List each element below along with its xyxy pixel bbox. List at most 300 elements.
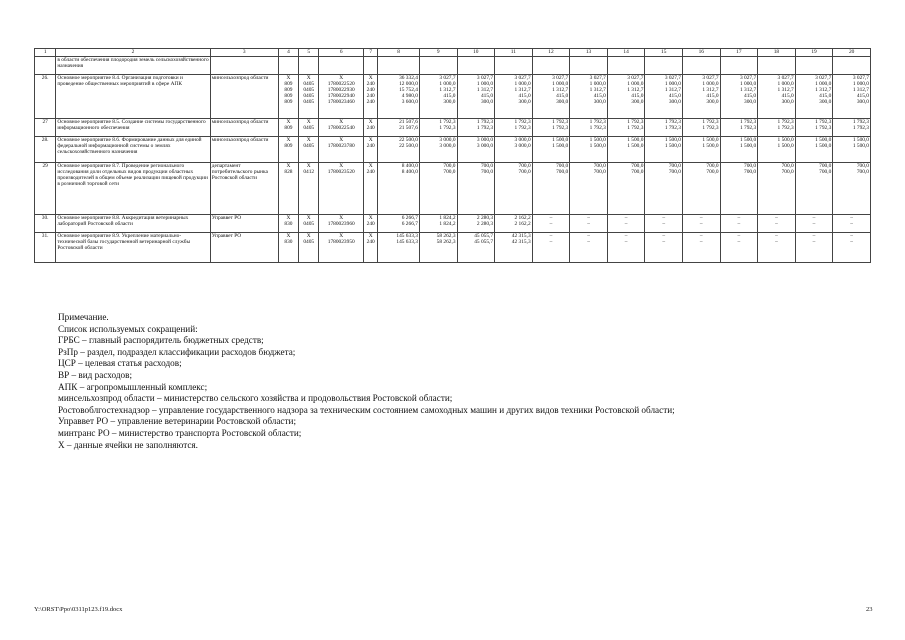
column-number: 17 bbox=[720, 49, 758, 57]
amount-cell bbox=[419, 163, 457, 215]
cell-value: 415,0 bbox=[819, 93, 832, 99]
responsible-executor: минсельхозпрод области bbox=[210, 119, 278, 137]
column-number: 7 bbox=[364, 49, 378, 57]
amount-cell bbox=[378, 119, 420, 137]
cell-value: 1 792,3 bbox=[852, 119, 869, 125]
cell-value: 700,0 bbox=[593, 163, 606, 169]
amount-cell bbox=[795, 163, 833, 215]
cell-value: 0405 bbox=[303, 99, 315, 105]
cell-value: 3 000,0 bbox=[439, 137, 456, 143]
cell-value: 700,0 bbox=[480, 163, 494, 169]
amount-cell bbox=[457, 215, 495, 233]
budget-code-cell bbox=[278, 75, 298, 119]
responsible-executor: минсельхозпрод области bbox=[210, 137, 278, 163]
cell-value: 0405 bbox=[303, 239, 315, 245]
cell-value: 240 bbox=[366, 93, 375, 99]
cell-value: 1 500,0 bbox=[815, 137, 832, 143]
cell-value: 1 500,0 bbox=[702, 137, 719, 143]
cell-value: 700,0 bbox=[668, 169, 681, 175]
cell-value: – bbox=[699, 239, 703, 245]
cell-value: – bbox=[850, 215, 853, 221]
cell-value: 1 792,3 bbox=[589, 125, 606, 131]
cell-value: 3 027,7 bbox=[815, 75, 832, 81]
note-line: Ростовоблгостехнадзор – управление государственного надзора за техническим состоянием самоходных машин и других видов техники Ростовской области; bbox=[58, 404, 675, 415]
activity-name: Основное мероприятие 8.7. Проведение регионального исследования доли отдельных видов продукции областных производителей в общем объеме реализации пищевой продукции в розничной торговой сети bbox=[56, 163, 210, 215]
cell-value: – bbox=[850, 239, 853, 245]
cell-value: – bbox=[624, 215, 628, 221]
cell-value: X bbox=[368, 137, 373, 143]
amount-cell bbox=[682, 163, 720, 215]
abbreviations-notes bbox=[58, 312, 675, 451]
budget-code-cell bbox=[319, 75, 364, 119]
cell-value: 1 000,0 bbox=[815, 81, 832, 87]
cell-value: 145 633,3 bbox=[396, 239, 418, 245]
amount-cell bbox=[457, 119, 495, 137]
cell-value: 45 055,7 bbox=[474, 239, 494, 245]
amount-cell bbox=[720, 75, 758, 119]
amount-cell bbox=[833, 215, 871, 233]
cell-value: 1 312,7 bbox=[739, 87, 757, 93]
cell-value: 300,0 bbox=[480, 99, 494, 105]
cell-value: 1 792,3 bbox=[552, 125, 569, 131]
column-number: 15 bbox=[645, 49, 683, 57]
cell-value: 809 bbox=[284, 99, 293, 105]
cell-value: 1 792,3 bbox=[589, 119, 606, 125]
amount-cell bbox=[378, 137, 420, 163]
amount-cell bbox=[495, 233, 533, 263]
amount-cell bbox=[758, 75, 796, 119]
amount-cell bbox=[645, 119, 683, 137]
cell-value: 0412 bbox=[303, 169, 315, 175]
amount-cell bbox=[532, 57, 570, 75]
cell-value: 1 792,3 bbox=[739, 119, 757, 125]
cell-value: 415,0 bbox=[744, 93, 757, 99]
cell-value: 1 000,0 bbox=[777, 81, 794, 87]
cell-value: 240 bbox=[366, 125, 375, 131]
cell-value: 700,0 bbox=[819, 163, 832, 169]
cell-value: 700,0 bbox=[443, 169, 456, 175]
amount-cell bbox=[795, 215, 833, 233]
cell-value: 700,0 bbox=[518, 163, 531, 169]
budget-code-cell bbox=[364, 233, 378, 263]
cell-value: 1 000,0 bbox=[589, 81, 606, 87]
budget-code-cell bbox=[278, 57, 298, 75]
cell-value: – bbox=[737, 233, 741, 239]
cell-value: 300,0 bbox=[556, 99, 569, 105]
cell-value: 1 312,7 bbox=[852, 87, 869, 93]
amount-cell bbox=[570, 119, 608, 137]
cell-value: – bbox=[699, 233, 703, 239]
amount-cell bbox=[645, 57, 683, 75]
amount-cell bbox=[419, 57, 457, 75]
cell-value: 1 000,0 bbox=[739, 81, 757, 87]
cell-value: 1 500,0 bbox=[852, 137, 869, 143]
cell-value: 1780023520 bbox=[327, 169, 355, 175]
cell-value: 1780022540 bbox=[327, 125, 355, 131]
cell-value: 0405 bbox=[303, 81, 315, 87]
cell-value: 1 500,0 bbox=[702, 143, 719, 149]
responsible-executor: департамент потребительского рынка Ростовской области bbox=[210, 163, 278, 215]
amount-cell bbox=[645, 215, 683, 233]
cell-value: 809 bbox=[284, 143, 293, 149]
responsible-executor: Управвет РО bbox=[210, 233, 278, 263]
cell-value: 1780022520 bbox=[327, 81, 355, 87]
activity-name: Основное мероприятие 8.5. Создание системы государственного информационного обеспечения bbox=[56, 119, 210, 137]
amount-cell bbox=[570, 233, 608, 263]
cell-value: 300,0 bbox=[631, 99, 644, 105]
cell-value: 700,0 bbox=[781, 169, 794, 175]
budget-code-cell bbox=[319, 215, 364, 233]
row-number: 26. bbox=[35, 75, 56, 119]
amount-cell bbox=[682, 119, 720, 137]
cell-value: 700,0 bbox=[856, 169, 869, 175]
cell-value: 0405 bbox=[303, 93, 315, 99]
cell-value: 1 792,3 bbox=[815, 119, 832, 125]
cell-value: 45 055,7 bbox=[474, 233, 494, 239]
note-line: АПК – агропромышленный комплекс; bbox=[58, 381, 208, 392]
cell-value: 300,0 bbox=[706, 99, 719, 105]
table-row bbox=[35, 137, 871, 163]
cell-value: 1 312,7 bbox=[552, 87, 569, 93]
cell-value: 1 792,3 bbox=[702, 125, 719, 131]
cell-value: 1 792,3 bbox=[514, 125, 531, 131]
cell-value: 1 000,0 bbox=[439, 81, 456, 87]
responsible-executor: Управвет РО bbox=[210, 215, 278, 233]
cell-value: 3 027,7 bbox=[439, 75, 456, 81]
cell-value: 1780023460 bbox=[327, 99, 355, 105]
amount-cell bbox=[720, 163, 758, 215]
amount-cell bbox=[607, 215, 645, 233]
cell-value: 1780022940 bbox=[327, 93, 355, 99]
cell-value: 415,0 bbox=[856, 93, 869, 99]
row-number: 30. bbox=[35, 215, 56, 233]
budget-code-cell bbox=[364, 163, 378, 215]
column-number: 18 bbox=[758, 49, 796, 57]
cell-value: 21 507,6 bbox=[399, 119, 418, 125]
amount-cell bbox=[457, 233, 495, 263]
column-number: 12 bbox=[532, 49, 570, 57]
cell-value: 1 500,0 bbox=[627, 137, 644, 143]
cell-value: 700,0 bbox=[631, 169, 644, 175]
cell-value: 1 312,7 bbox=[514, 87, 531, 93]
cell-value: – bbox=[587, 221, 590, 227]
footer-file-path: Y:\ORST\Ppo\0311p123.f19.docx bbox=[34, 606, 123, 613]
amount-cell bbox=[758, 57, 796, 75]
cell-value: – bbox=[662, 233, 666, 239]
cell-value: 700,0 bbox=[706, 163, 719, 169]
cell-value: X bbox=[306, 215, 311, 221]
cell-value: 1 500,0 bbox=[589, 137, 606, 143]
column-number: 16 bbox=[682, 49, 720, 57]
cell-value: – bbox=[624, 239, 628, 245]
cell-value: 1 000,0 bbox=[627, 81, 644, 87]
cell-value: X bbox=[306, 119, 311, 125]
amount-cell bbox=[720, 57, 758, 75]
cell-value: 3 000,0 bbox=[476, 143, 494, 149]
cell-value: 415,0 bbox=[706, 93, 719, 99]
budget-code-cell bbox=[364, 75, 378, 119]
cell-value: 700,0 bbox=[593, 169, 606, 175]
cell-value: 0405 bbox=[303, 87, 315, 93]
cell-value: – bbox=[812, 215, 816, 221]
cell-value: 1 500,0 bbox=[739, 143, 757, 149]
cell-value: 300,0 bbox=[856, 99, 869, 105]
cell-value: 1 824,2 bbox=[439, 221, 456, 227]
column-number: 4 bbox=[278, 49, 298, 57]
program-expenses-table bbox=[34, 48, 871, 263]
cell-value: – bbox=[549, 221, 553, 227]
cell-value: 58 262,3 bbox=[436, 239, 456, 245]
cell-value: 3 000,0 bbox=[439, 143, 456, 149]
cell-value: 3 000,0 bbox=[476, 137, 494, 143]
cell-value: 3 027,7 bbox=[702, 75, 719, 81]
cell-value: – bbox=[624, 233, 628, 239]
activity-name: Основное мероприятие 8.4. Организация подготовки и проведение общественных мероприятий в сфере АПК bbox=[56, 75, 210, 119]
amount-cell bbox=[419, 119, 457, 137]
column-number: 10 bbox=[457, 49, 495, 57]
activity-name: Основное мероприятие 8.9. Укрепление материально-технической базы государственной ветеринарной службы Ростовской области bbox=[56, 233, 210, 263]
cell-value: 15 752,4 bbox=[399, 87, 418, 93]
cell-value: 1 312,7 bbox=[439, 87, 456, 93]
cell-value: 240 bbox=[366, 239, 375, 245]
cell-value: 1780023950 bbox=[327, 239, 355, 245]
amount-cell bbox=[570, 57, 608, 75]
budget-code-cell bbox=[319, 137, 364, 163]
budget-code-cell bbox=[364, 137, 378, 163]
cell-value: 1 792,3 bbox=[664, 119, 681, 125]
amount-cell bbox=[495, 215, 533, 233]
cell-value: 700,0 bbox=[744, 169, 757, 175]
cell-value: 3 000,0 bbox=[514, 137, 531, 143]
cell-value: 3 027,7 bbox=[777, 75, 794, 81]
amount-cell bbox=[720, 215, 758, 233]
budget-code-cell bbox=[319, 233, 364, 263]
amount-cell bbox=[795, 75, 833, 119]
cell-value: 2 162,2 bbox=[514, 221, 531, 227]
cell-value: 1 792,3 bbox=[777, 119, 794, 125]
cell-value: 1 000,0 bbox=[702, 81, 719, 87]
column-number: 9 bbox=[419, 49, 457, 57]
cell-value: 240 bbox=[366, 99, 375, 105]
cell-value: 1 792,3 bbox=[476, 125, 494, 131]
amount-cell bbox=[457, 75, 495, 119]
cell-value: 700,0 bbox=[443, 163, 456, 169]
cell-value: 1780022930 bbox=[327, 87, 355, 93]
amount-cell bbox=[833, 137, 871, 163]
cell-value: 240 bbox=[366, 221, 375, 227]
budget-code-cell bbox=[299, 119, 319, 137]
cell-value: 1 312,7 bbox=[815, 87, 832, 93]
cell-value: 1 792,3 bbox=[439, 119, 456, 125]
cell-value: 700,0 bbox=[631, 163, 644, 169]
amount-cell bbox=[570, 215, 608, 233]
amount-cell bbox=[570, 75, 608, 119]
cell-value: 1 792,3 bbox=[627, 125, 644, 131]
table-row bbox=[35, 215, 871, 233]
row-number: 27 bbox=[35, 119, 56, 137]
cell-value: 3 027,7 bbox=[476, 75, 494, 81]
amount-cell bbox=[419, 215, 457, 233]
cell-value: – bbox=[812, 221, 816, 227]
budget-code-cell bbox=[278, 137, 298, 163]
cell-value: – bbox=[775, 221, 778, 227]
cell-value: – bbox=[850, 221, 853, 227]
cell-value: 1 000,0 bbox=[476, 81, 494, 87]
budget-code-cell bbox=[299, 163, 319, 215]
amount-cell bbox=[758, 233, 796, 263]
amount-cell bbox=[532, 119, 570, 137]
table-row bbox=[35, 119, 871, 137]
amount-cell bbox=[532, 75, 570, 119]
table-row bbox=[35, 233, 871, 263]
budget-code-cell bbox=[319, 119, 364, 137]
cell-value: – bbox=[624, 221, 628, 227]
row-number bbox=[35, 57, 56, 75]
amount-cell bbox=[645, 75, 683, 119]
amount-cell bbox=[378, 233, 420, 263]
amount-cell bbox=[682, 233, 720, 263]
amount-cell bbox=[495, 163, 533, 215]
cell-value: 3 027,7 bbox=[739, 75, 757, 81]
amount-cell bbox=[682, 137, 720, 163]
cell-value: – bbox=[662, 221, 666, 227]
amount-cell bbox=[457, 137, 495, 163]
cell-value: 1 000,0 bbox=[552, 81, 569, 87]
cell-value: 1 312,7 bbox=[589, 87, 606, 93]
budget-code-cell bbox=[278, 215, 298, 233]
cell-value: 1 792,3 bbox=[777, 125, 794, 131]
cell-value: 1 792,3 bbox=[815, 125, 832, 131]
cell-value: 58 262,3 bbox=[436, 233, 456, 239]
cell-value: 0405 bbox=[303, 125, 315, 131]
cell-value: – bbox=[549, 215, 553, 221]
cell-value: – bbox=[775, 215, 778, 221]
cell-value: 1 500,0 bbox=[777, 137, 794, 143]
amount-cell bbox=[378, 215, 420, 233]
cell-value: 1 792,3 bbox=[627, 119, 644, 125]
cell-value: 1 792,3 bbox=[514, 119, 531, 125]
cell-value: 1 500,0 bbox=[589, 143, 606, 149]
cell-value: 0405 bbox=[303, 221, 315, 227]
cell-value: 1 500,0 bbox=[552, 143, 569, 149]
cell-value: 4 980,0 bbox=[401, 93, 418, 99]
amount-cell bbox=[682, 75, 720, 119]
cell-value: – bbox=[737, 221, 741, 227]
note-line: Список используемых сокращений: bbox=[58, 323, 198, 334]
column-number: 14 bbox=[607, 49, 645, 57]
amount-cell bbox=[795, 137, 833, 163]
cell-value: – bbox=[737, 239, 741, 245]
cell-value: 3 027,7 bbox=[514, 75, 531, 81]
page-number: 23 bbox=[866, 606, 873, 613]
note-line: минсельхозпрод области – министерство сельского хозяйства и продовольствия Ростовской области; bbox=[58, 393, 453, 404]
cell-value: X bbox=[339, 75, 344, 81]
cell-value: X bbox=[286, 215, 291, 221]
budget-code-cell bbox=[299, 215, 319, 233]
cell-value: 809 bbox=[284, 87, 293, 93]
cell-value: 1 500,0 bbox=[627, 143, 644, 149]
cell-value: – bbox=[850, 233, 853, 239]
cell-value: 3 027,7 bbox=[627, 75, 644, 81]
cell-value: 22 500,0 bbox=[399, 137, 418, 143]
cell-value: 3 027,7 bbox=[852, 75, 869, 81]
amount-cell bbox=[833, 119, 871, 137]
cell-value: 830 bbox=[284, 239, 293, 245]
cell-value: 240 bbox=[366, 81, 375, 87]
column-number: 19 bbox=[795, 49, 833, 57]
cell-value: 300,0 bbox=[443, 99, 456, 105]
responsible-executor bbox=[210, 57, 278, 75]
cell-value: 415,0 bbox=[518, 93, 531, 99]
amount-cell bbox=[532, 233, 570, 263]
amount-cell bbox=[570, 163, 608, 215]
cell-value: – bbox=[775, 239, 778, 245]
cell-value: X bbox=[368, 119, 373, 125]
amount-cell bbox=[833, 233, 871, 263]
cell-value: 8 400,0 bbox=[401, 169, 418, 175]
column-number: 3 bbox=[210, 49, 278, 57]
amount-cell bbox=[645, 163, 683, 215]
activity-name: Основное мероприятие 8.6. Формирование данных для единой федеральной информационной системы о землях сельскохозяйственного назначения bbox=[56, 137, 210, 163]
cell-value: 240 bbox=[366, 143, 375, 149]
cell-value: 300,0 bbox=[668, 99, 681, 105]
cell-value: X bbox=[368, 233, 373, 239]
amount-cell bbox=[795, 57, 833, 75]
cell-value: 36 332,4 bbox=[399, 75, 418, 81]
amount-cell bbox=[532, 163, 570, 215]
cell-value: 240 bbox=[366, 169, 375, 175]
cell-value: X bbox=[339, 163, 344, 169]
table-row bbox=[35, 163, 871, 215]
amount-cell bbox=[645, 137, 683, 163]
amount-cell bbox=[607, 119, 645, 137]
cell-value: 1 500,0 bbox=[739, 137, 757, 143]
cell-value: 1 792,3 bbox=[739, 125, 757, 131]
column-number: 11 bbox=[495, 49, 533, 57]
cell-value: 3 000,0 bbox=[514, 143, 531, 149]
cell-value: 700,0 bbox=[556, 169, 569, 175]
note-line: Примечание. bbox=[58, 312, 109, 322]
cell-value: X bbox=[339, 137, 344, 143]
amount-cell bbox=[607, 75, 645, 119]
cell-value: 240 bbox=[366, 87, 375, 93]
amount-cell bbox=[495, 119, 533, 137]
note-line: ЦСР – целевая статья расходов; bbox=[58, 358, 182, 369]
responsible-executor: минсельхозпрод области bbox=[210, 75, 278, 119]
cell-value: X bbox=[306, 163, 311, 169]
cell-value: X bbox=[286, 233, 291, 239]
cell-value: X bbox=[286, 137, 291, 143]
cell-value: 1 312,7 bbox=[627, 87, 644, 93]
amount-cell bbox=[570, 137, 608, 163]
amount-cell bbox=[682, 215, 720, 233]
cell-value: 830 bbox=[284, 221, 293, 227]
cell-value: – bbox=[549, 233, 553, 239]
cell-value: 1 792,3 bbox=[552, 119, 569, 125]
cell-value: X bbox=[306, 233, 311, 239]
cell-value: 1 792,3 bbox=[702, 119, 719, 125]
cell-value: 700,0 bbox=[819, 169, 832, 175]
activity-name: в области обеспечения плодородия земель сельскохозяйственного назначения bbox=[56, 57, 210, 75]
cell-value: 415,0 bbox=[631, 93, 644, 99]
note-line: ВР – вид расходов; bbox=[58, 369, 133, 380]
cell-value: 300,0 bbox=[593, 99, 606, 105]
note-line: РзПр – раздел, подраздел классификации расходов бюджета; bbox=[58, 346, 296, 357]
amount-cell bbox=[457, 57, 495, 75]
amount-cell bbox=[758, 163, 796, 215]
cell-value: 828 bbox=[284, 169, 293, 175]
cell-value: 415,0 bbox=[556, 93, 569, 99]
